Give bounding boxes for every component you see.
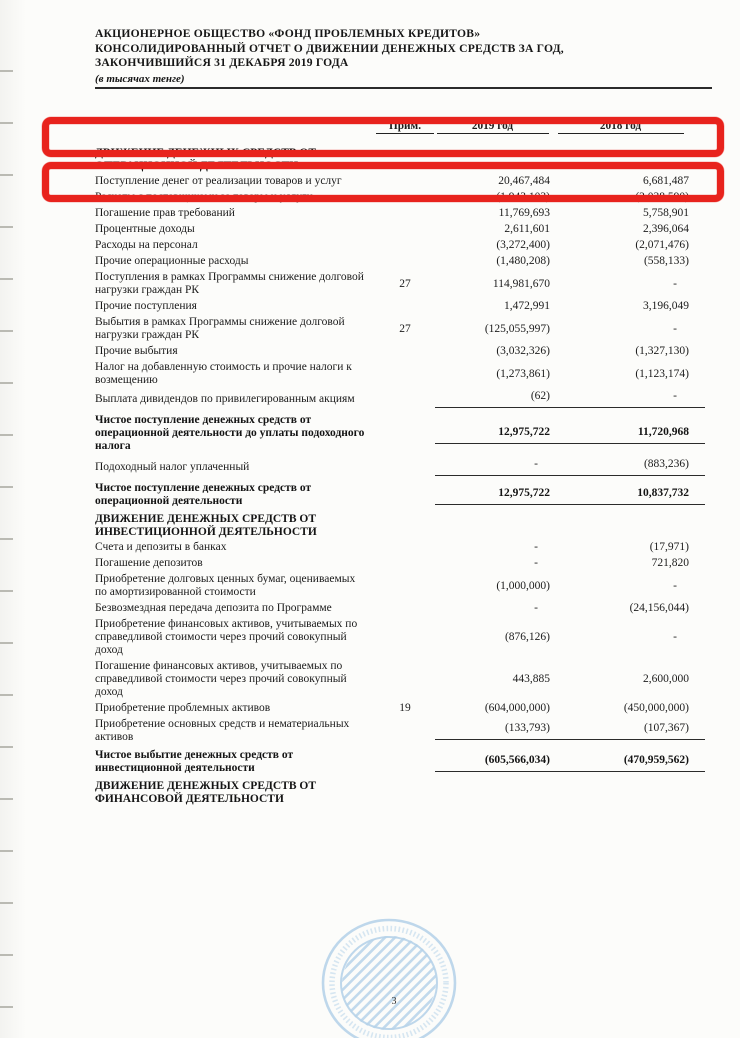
row-label: Чистое выбытие денежных средств от инвестиционной деятельности xyxy=(95,749,294,774)
value-2018: (2,071,476) xyxy=(635,239,689,251)
note-cell xyxy=(375,787,435,800)
table-row xyxy=(95,414,705,453)
scan-edge-ticks xyxy=(0,20,13,1020)
row-label: Чистое поступление денежных средств от операционной деятельности до уплаты подоходного налога xyxy=(95,414,365,452)
note-cell xyxy=(375,154,435,167)
row-label: Погашение финансовых активов, учитываемых по справедливой стоимости через прочий совокупный доход xyxy=(95,660,347,698)
value-2019: (604,000,000) xyxy=(484,702,550,714)
column-header-2018-label: 2018 год xyxy=(558,120,684,134)
value-2019: 11,769,693 xyxy=(498,207,550,219)
value-2018: 11,720,968 xyxy=(550,423,705,444)
table-row xyxy=(95,458,705,477)
note-cell xyxy=(375,756,435,769)
value-2018 xyxy=(550,520,705,533)
row-label: Выплата дивидендов по привилегированным акциям xyxy=(95,393,355,405)
note-cell xyxy=(375,393,435,406)
value-2018 xyxy=(550,787,705,800)
table-row xyxy=(95,207,705,220)
units-note: (в тысячах тенге) xyxy=(95,72,185,85)
value-2018: - xyxy=(673,322,677,335)
value-2019: (876,126) xyxy=(504,631,550,643)
value-2018: 2,600,000 xyxy=(643,673,689,685)
table-row xyxy=(95,191,705,204)
value-2018 xyxy=(550,154,705,167)
table-row xyxy=(95,361,705,387)
value-2019: (133,793) xyxy=(435,722,550,740)
table-row xyxy=(95,718,705,744)
document-header xyxy=(95,27,715,89)
row-label: Прочие поступления xyxy=(95,300,197,312)
table-row xyxy=(95,602,705,615)
value-2018: 2,396,064 xyxy=(643,223,689,235)
column-header-2019-label: 2019 год xyxy=(437,120,549,134)
value-2019: (125,055,997) xyxy=(484,322,550,335)
table-row xyxy=(95,660,705,699)
row-label: Погашение депозитов xyxy=(95,557,203,569)
note-cell xyxy=(375,520,435,533)
note-cell xyxy=(375,175,435,188)
value-2019: - xyxy=(435,458,550,476)
value-2019: (605,566,034) xyxy=(435,751,550,772)
note-cell xyxy=(375,461,435,474)
report-title-line-1: КОНСОЛИДИРОВАННЫЙ ОТЧЕТ О ДВИЖЕНИИ ДЕНЕЖНЫХ СРЕДСТВ ЗА ГОД, xyxy=(95,41,564,55)
row-label: Поступления в рамках Программы снижение долговой нагрузки граждан РК xyxy=(95,271,364,296)
cashflow-table xyxy=(95,147,705,808)
value-2019: (62) xyxy=(435,390,550,408)
note-cell: 27 xyxy=(399,322,411,335)
value-2018: 3,196,049 xyxy=(643,300,689,312)
table-row xyxy=(95,618,705,657)
value-2018: (24,156,044) xyxy=(629,602,689,614)
row-label: Расходы на персонал xyxy=(95,239,198,251)
row-label: Безвозмездная передача депозита по Программе xyxy=(95,602,332,614)
value-2019: 443,885 xyxy=(512,673,550,685)
value-2019 xyxy=(435,520,550,533)
report-title-line-2: ЗАКОНЧИВШИЙСЯ 31 ДЕКАБРЯ 2019 ГОДА xyxy=(95,56,349,69)
table-row xyxy=(95,255,705,268)
table-row xyxy=(95,557,705,570)
value-2018: (1,327,130) xyxy=(635,345,689,357)
value-2018: - xyxy=(550,390,705,408)
value-2019 xyxy=(435,154,550,167)
value-2018: 10,837,732 xyxy=(550,484,705,505)
column-header-note-label: Прим. xyxy=(376,120,434,134)
row-label: Поступление денег от реализации товаров и услуг xyxy=(95,175,342,187)
value-2019: 20,467,484 xyxy=(498,175,550,187)
row-label: ДВИЖЕНИЕ ДЕНЕЖНЫХ СРЕДСТВ ОТ ИНВЕСТИЦИОННОЙ ДЕЯТЕЛЬНОСТИ xyxy=(95,513,317,538)
row-label: ДВИЖЕНИЕ ДЕНЕЖНЫХ СРЕДСТВ ОТ ОПЕРАЦИОННОЙ ДЕЯТЕЛЬНОСТИ xyxy=(95,147,317,172)
value-2018: - xyxy=(673,631,677,643)
value-2019: (1,943,103) xyxy=(496,191,550,203)
value-2018: 721,820 xyxy=(651,557,689,569)
column-header-2018 xyxy=(550,120,705,134)
table-row xyxy=(95,345,705,358)
value-2018: (883,236) xyxy=(550,458,705,476)
table-column-headers xyxy=(95,120,705,134)
row-label: Прочие выбытия xyxy=(95,345,178,357)
table-row xyxy=(95,300,705,313)
value-2019: 2,611,601 xyxy=(504,223,550,235)
note-cell xyxy=(375,239,435,252)
value-2019: (3,272,400) xyxy=(496,239,550,251)
note-cell xyxy=(375,673,435,686)
column-header-note xyxy=(375,120,435,134)
note-cell xyxy=(375,207,435,220)
section-header-row xyxy=(95,147,705,173)
value-2018: (558,133) xyxy=(643,255,689,267)
note-cell xyxy=(375,191,435,204)
row-label: ДВИЖЕНИЕ ДЕНЕЖНЫХ СРЕДСТВ ОТ ФИНАНСОВОЙ ДЕЯТЕЛЬНОСТИ xyxy=(95,780,317,805)
value-2019: - xyxy=(534,602,538,614)
value-2018: (17,971) xyxy=(649,541,689,553)
row-label: Приобретение проблемных активов xyxy=(95,702,271,714)
value-2019: (1,273,861) xyxy=(496,367,550,380)
note-cell xyxy=(375,489,435,502)
note-cell: 19 xyxy=(399,702,411,714)
value-2019: - xyxy=(534,541,538,553)
value-2018: (2,038,590) xyxy=(635,191,689,203)
note-cell xyxy=(375,345,435,358)
note-cell xyxy=(375,427,435,440)
value-2018: (1,123,174) xyxy=(635,367,689,380)
row-label: Налог на добавленную стоимость и прочие налоги к возмещению xyxy=(95,361,352,386)
header-rule xyxy=(95,87,712,89)
row-label: Приобретение долговых ценных бумаг, оцениваемых по амортизированной стоимости xyxy=(95,573,356,598)
section-header-row xyxy=(95,780,705,806)
note-cell: 27 xyxy=(399,277,411,290)
note-cell xyxy=(375,631,435,644)
note-cell xyxy=(375,725,435,738)
note-cell xyxy=(375,255,435,268)
value-2018: - xyxy=(673,579,677,592)
row-label: Приобретение основных средств и нематериальных активов xyxy=(95,718,350,743)
value-2019: - xyxy=(534,557,538,569)
value-2018: - xyxy=(673,277,677,290)
row-label: Счета и депозиты в банках xyxy=(95,541,227,553)
value-2018: 5,758,901 xyxy=(643,207,689,219)
value-2019: 12,975,722 xyxy=(435,484,550,505)
note-cell xyxy=(375,602,435,615)
value-2019: 12,975,722 xyxy=(435,423,550,444)
row-label: Расчеты с поставщиками за товары и услуги xyxy=(95,191,313,203)
row-label: Погашение прав требований xyxy=(95,207,235,219)
section-header-row xyxy=(95,513,705,539)
note-cell xyxy=(375,300,435,313)
value-2019: (3,032,326) xyxy=(496,345,550,357)
column-header-2019 xyxy=(435,120,550,134)
value-2018: 6,681,487 xyxy=(643,175,689,187)
value-2019: 1,472,991 xyxy=(504,300,550,312)
table-row xyxy=(95,573,705,599)
value-2019: (1,000,000) xyxy=(496,579,550,592)
table-row xyxy=(95,749,705,775)
company-name: АКЦИОНЕРНОЕ ОБЩЕСТВО «ФОНД ПРОБЛЕМНЫХ КРЕДИТОВ» xyxy=(95,27,481,40)
note-cell xyxy=(375,368,435,381)
value-2019 xyxy=(435,787,550,800)
row-label: Приобретение финансовых активов, учитываемых по справедливой стоимости через прочий совокупный доход xyxy=(95,618,358,656)
row-label: Подоходный налог уплаченный xyxy=(95,461,250,473)
row-label: Чистое поступление денежных средств от операционной деятельности xyxy=(95,482,312,507)
table-row xyxy=(95,702,705,715)
table-row xyxy=(95,223,705,236)
value-2018: (470,959,562) xyxy=(550,751,705,772)
table-row xyxy=(95,390,705,409)
company-stamp xyxy=(319,915,461,1038)
table-row xyxy=(95,239,705,252)
value-2018: (107,367) xyxy=(550,722,705,740)
row-label: Прочие операционные расходы xyxy=(95,255,249,267)
page-number: 3 xyxy=(391,996,397,1007)
note-cell xyxy=(375,580,435,593)
value-2018: (450,000,000) xyxy=(623,702,689,714)
value-2019: (1,480,208) xyxy=(496,255,550,267)
table-row xyxy=(95,175,705,188)
table-row xyxy=(95,316,705,342)
column-header-spacer xyxy=(95,120,375,134)
note-cell xyxy=(375,541,435,554)
value-2019: 114,981,670 xyxy=(492,277,550,290)
note-cell xyxy=(375,557,435,570)
table-row xyxy=(95,482,705,508)
row-label: Процентные доходы xyxy=(95,223,195,235)
note-cell xyxy=(375,223,435,236)
table-row xyxy=(95,271,705,297)
row-label: Выбытия в рамках Программы снижение долговой нагрузки граждан РК xyxy=(95,316,345,341)
table-row xyxy=(95,541,705,554)
